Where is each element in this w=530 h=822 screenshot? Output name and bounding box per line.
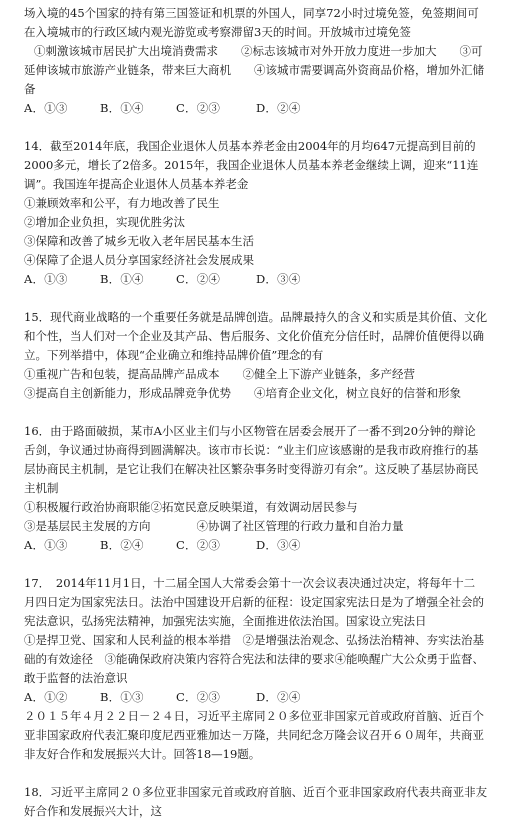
q17-line: 础的有效途径 ③能确保政府决策内容符合宪法和法律的要求④能唤醒广大公众勇于监督、 xyxy=(24,652,484,666)
option-c: C．②③ xyxy=(176,538,221,552)
option-a: A．①③ xyxy=(24,101,68,115)
question-15 xyxy=(24,308,510,403)
q13-options xyxy=(24,99,510,118)
option-b: B．①③ xyxy=(100,690,144,704)
q14-line: 2000多元，增长了2倍多。2015年，我国企业退休人员基本养老金继续上调，迎来“11连 xyxy=(24,158,479,172)
option-d: D．②④ xyxy=(256,690,301,704)
option-c: C．②③ xyxy=(176,101,221,115)
option-d: D．③④ xyxy=(256,272,301,286)
option-b: B．①④ xyxy=(100,101,144,115)
q16-options xyxy=(24,536,510,555)
q14-line: 调”。我国连年提高企业退休人员基本养老金 xyxy=(24,177,249,191)
q14-line: 14．截至2014年底，我国企业退休人员基本养老金由2004年的月均647元提高到目前的 xyxy=(24,139,476,153)
q16-line: 舌剑，争议通过协商得到圆满解决。该市市长说：“业主们应该感谢的是我市政府推行的基 xyxy=(24,443,479,457)
option-a: A．①③ xyxy=(24,272,68,286)
q16-line: 16．由于路面破损，某市A小区业主们与小区物管在居委会展开了一番不到20分钟的辩论 xyxy=(24,424,476,438)
q15-line: 和个性，当人们对一个企业及其产品、售后服务、文化价值充分信任时，品牌价值便得以确 xyxy=(24,329,484,343)
question-17 xyxy=(24,574,510,707)
intro-line: 非友好合作和发展振兴大计。回答18—19题。 xyxy=(24,747,261,761)
q16-line: 层协商民主机制，是它让我们在解决社区繁杂事务时变得游刃有余”。这反映了基层协商民 xyxy=(24,462,479,476)
q14-line: ④保障了企退人员分享国家经济社会发展成果 xyxy=(24,253,254,267)
option-c: C．②③ xyxy=(176,690,221,704)
q14-line: ②增加企业负担，实现优胜劣汰 xyxy=(24,215,185,229)
q18-line: 好合作和发展振兴大计，这 xyxy=(24,804,162,818)
option-b: B．②④ xyxy=(100,538,144,552)
q13-line: ①刺激该城市居民扩大出境消费需求 ②标志该城市对外开放力度进一步加大 ③可 xyxy=(34,44,483,58)
q13-line: 场入境的45个国家的持有第三国签证和机票的外国人，同享72小时过境免签，免签期间可 xyxy=(24,6,479,20)
q17-line: ①是捍卫党、国家和人民利益的根本举措 ②是增强法治观念、弘扬法治精神、夯实法治基 xyxy=(24,633,484,647)
question-13 xyxy=(24,4,510,118)
option-d: D．③④ xyxy=(256,538,301,552)
q13-line: 备 xyxy=(24,82,36,96)
option-d: D．②④ xyxy=(256,101,301,115)
question-14 xyxy=(24,137,510,289)
q14-line: ①兼顾效率和公平，有力地改善了民生 xyxy=(24,196,220,210)
q15-line: 立。下列举措中，体现“企业确立和维持品牌价值”理念的有 xyxy=(24,348,324,362)
option-b: B．①④ xyxy=(100,272,144,286)
q13-line: 延伸该城市旅游产业链条，带来巨大商机 ④该城市需要调高外资商品价格，增加外汇储 xyxy=(24,63,484,77)
q14-options xyxy=(24,270,510,289)
q16-line: 主机制 xyxy=(24,481,59,495)
q17-options xyxy=(24,688,510,707)
q14-line: ③保障和改善了城乡无收入老年居民基本生活 xyxy=(24,234,254,248)
q15-line: ①重视广告和包装，提高品牌产品成本 ②健全上下游产业链条，多产经营 xyxy=(24,367,415,381)
q17-line: 17． 2014年11月1日，十二届全国人大常委会第十一次会议表决通过决定，将每年十二 xyxy=(24,576,476,590)
intro-line: ２０１５年４月２２日－２４日，习近平主席同２０多位亚非国家元首或政府首脑、近百个 xyxy=(24,709,484,723)
q15-line: ③提高自主创新能力，形成品牌竞争优势 ④培育企业文化，树立良好的信誉和形象 xyxy=(24,386,461,400)
option-c: C．②④ xyxy=(176,272,221,286)
intro-line: 亚非国家政府代表汇聚印度尼西亚雅加达－万隆，共同纪念万隆会议召开６０周年，共商亚 xyxy=(24,728,484,742)
intro-18-19 xyxy=(24,707,510,764)
q15-line: 15．现代商业战略的一个重要任务就是品牌创造。品牌最持久的含义和实质是其价值、文化 xyxy=(24,310,488,324)
q17-line: 宪法意识，弘扬宪法精神，加强宪法实施，全面推进依法治国。国家设立宪法日 xyxy=(24,614,427,628)
q16-line: ③是基层民主发展的方向 ④协调了社区管理的行政力量和自治力量 xyxy=(24,519,404,533)
q13-line: 在入境城市的行政区域内观光游览或考察滞留3天的时间。开放城市过境免签 xyxy=(24,25,411,39)
q17-line: 敢于监督的法治意识 xyxy=(24,671,128,685)
option-a: A．①③ xyxy=(24,538,68,552)
option-a: A．①② xyxy=(24,690,68,704)
q18-line: 18．习近平主席同２０多位亚非国家元首或政府首脑、近百个亚非国家政府代表共商亚非友 xyxy=(24,785,488,799)
q16-line: ①积极履行政治协商职能②拓宽民意反映渠道，有效调动居民参与 xyxy=(24,500,358,514)
question-16 xyxy=(24,422,510,555)
q17-line: 月四日定为国家宪法日。法治中国建设开启新的征程：设定国家宪法日是为了增强全社会的 xyxy=(24,595,484,609)
question-18 xyxy=(24,783,510,821)
